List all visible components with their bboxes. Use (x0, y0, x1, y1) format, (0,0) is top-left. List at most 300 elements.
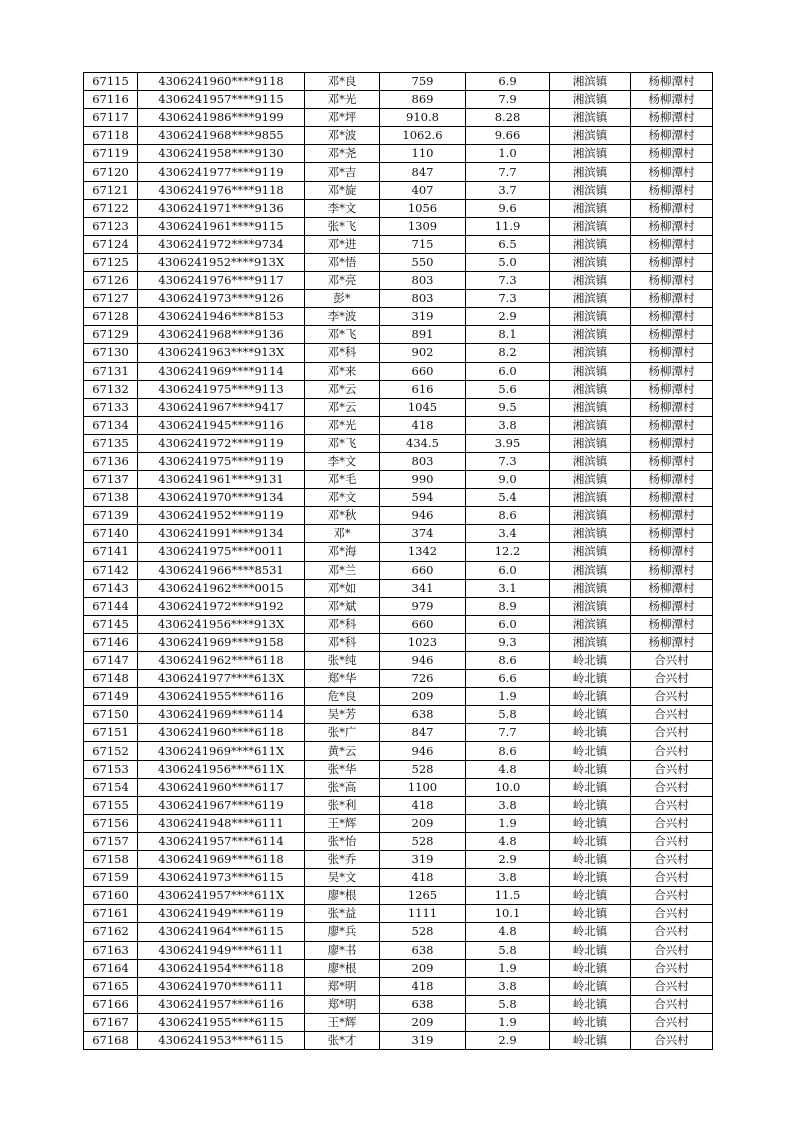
name-cell: 吴*芳 (305, 706, 380, 724)
village-cell: 合兴村 (631, 778, 713, 796)
table-row (84, 199, 713, 217)
amount-cell: 726 (380, 670, 466, 688)
amount-cell: 946 (380, 507, 466, 525)
quantity-cell: 6.5 (466, 235, 550, 253)
row-number-cell: 67165 (84, 977, 138, 995)
id-number-cell: 4306241969****611X (138, 742, 305, 760)
village-cell: 杨柳潭村 (631, 615, 713, 633)
id-number-cell: 4306241956****913X (138, 615, 305, 633)
row-number-cell: 67149 (84, 688, 138, 706)
name-cell: 邓*云 (305, 398, 380, 416)
name-cell: 王*辉 (305, 1013, 380, 1031)
table-row (84, 778, 713, 796)
row-number-cell: 67155 (84, 796, 138, 814)
amount-cell: 418 (380, 869, 466, 887)
village-cell: 杨柳潭村 (631, 561, 713, 579)
id-number-cell: 4306241991****9134 (138, 525, 305, 543)
name-cell: 邓*海 (305, 543, 380, 561)
amount-cell: 374 (380, 525, 466, 543)
row-number-cell: 67143 (84, 579, 138, 597)
town-cell: 岭北镇 (550, 796, 631, 814)
row-number-cell: 67167 (84, 1013, 138, 1031)
amount-cell: 1023 (380, 633, 466, 651)
id-number-cell: 4306241964****6115 (138, 923, 305, 941)
town-cell: 湘滨镇 (550, 398, 631, 416)
town-cell: 湘滨镇 (550, 73, 631, 91)
name-cell: 廖*兵 (305, 923, 380, 941)
row-number-cell: 67168 (84, 1031, 138, 1049)
name-cell: 邓*来 (305, 362, 380, 380)
table-row (84, 597, 713, 615)
village-cell: 杨柳潭村 (631, 235, 713, 253)
quantity-cell: 3.4 (466, 525, 550, 543)
town-cell: 岭北镇 (550, 887, 631, 905)
row-number-cell: 67151 (84, 724, 138, 742)
row-number-cell: 67166 (84, 995, 138, 1013)
quantity-cell: 3.8 (466, 416, 550, 434)
quantity-cell: 10.1 (466, 905, 550, 923)
table-row (84, 290, 713, 308)
name-cell: 邓*如 (305, 579, 380, 597)
town-cell: 湘滨镇 (550, 362, 631, 380)
amount-cell: 803 (380, 452, 466, 470)
table-row (84, 525, 713, 543)
id-number-cell: 4306241968****9136 (138, 326, 305, 344)
town-cell: 湘滨镇 (550, 217, 631, 235)
quantity-cell: 6.6 (466, 670, 550, 688)
quantity-cell: 4.8 (466, 832, 550, 850)
quantity-cell: 5.6 (466, 380, 550, 398)
table-row (84, 724, 713, 742)
name-cell: 张*乔 (305, 851, 380, 869)
row-number-cell: 67118 (84, 127, 138, 145)
name-cell: 邓*飞 (305, 434, 380, 452)
row-number-cell: 67146 (84, 633, 138, 651)
id-number-cell: 4306241977****613X (138, 670, 305, 688)
village-cell: 合兴村 (631, 724, 713, 742)
village-cell: 杨柳潭村 (631, 416, 713, 434)
table-row (84, 905, 713, 923)
id-number-cell: 4306241986****9199 (138, 109, 305, 127)
town-cell: 岭北镇 (550, 688, 631, 706)
table-row (84, 181, 713, 199)
quantity-cell: 2.9 (466, 1031, 550, 1049)
row-number-cell: 67129 (84, 326, 138, 344)
id-number-cell: 4306241975****0011 (138, 543, 305, 561)
table-row (84, 362, 713, 380)
id-number-cell: 4306241955****6116 (138, 688, 305, 706)
name-cell: 邓*云 (305, 380, 380, 398)
table-row (84, 977, 713, 995)
id-number-cell: 4306241960****6118 (138, 724, 305, 742)
row-number-cell: 67132 (84, 380, 138, 398)
town-cell: 湘滨镇 (550, 253, 631, 271)
id-number-cell: 4306241970****6111 (138, 977, 305, 995)
id-number-cell: 4306241954****6118 (138, 959, 305, 977)
name-cell: 邓*亮 (305, 272, 380, 290)
row-number-cell: 67119 (84, 145, 138, 163)
row-number-cell: 67154 (84, 778, 138, 796)
quantity-cell: 5.8 (466, 941, 550, 959)
id-number-cell: 4306241972****9192 (138, 597, 305, 615)
name-cell: 邓*旋 (305, 181, 380, 199)
name-cell: 邓*吉 (305, 163, 380, 181)
table-row (84, 380, 713, 398)
row-number-cell: 67162 (84, 923, 138, 941)
village-cell: 合兴村 (631, 796, 713, 814)
name-cell: 廖*书 (305, 941, 380, 959)
name-cell: 邓*斌 (305, 597, 380, 615)
quantity-cell: 5.8 (466, 706, 550, 724)
amount-cell: 660 (380, 615, 466, 633)
amount-cell: 550 (380, 253, 466, 271)
id-number-cell: 4306241970****9134 (138, 489, 305, 507)
name-cell: 张*广 (305, 724, 380, 742)
town-cell: 岭北镇 (550, 760, 631, 778)
quantity-cell: 7.7 (466, 724, 550, 742)
table-row (84, 416, 713, 434)
table-row (84, 543, 713, 561)
amount-cell: 847 (380, 724, 466, 742)
row-number-cell: 67153 (84, 760, 138, 778)
quantity-cell: 8.6 (466, 742, 550, 760)
town-cell: 湘滨镇 (550, 272, 631, 290)
town-cell: 湘滨镇 (550, 597, 631, 615)
village-cell: 合兴村 (631, 995, 713, 1013)
id-number-cell: 4306241966****8531 (138, 561, 305, 579)
village-cell: 合兴村 (631, 887, 713, 905)
village-cell: 合兴村 (631, 670, 713, 688)
row-number-cell: 67144 (84, 597, 138, 615)
name-cell: 张*高 (305, 778, 380, 796)
name-cell: 邓* (305, 525, 380, 543)
amount-cell: 528 (380, 760, 466, 778)
table-row (84, 398, 713, 416)
village-cell: 杨柳潭村 (631, 127, 713, 145)
table-row (84, 959, 713, 977)
village-cell: 杨柳潭村 (631, 73, 713, 91)
town-cell: 湘滨镇 (550, 109, 631, 127)
amount-cell: 209 (380, 1013, 466, 1031)
town-cell: 湘滨镇 (550, 615, 631, 633)
name-cell: 邓*良 (305, 73, 380, 91)
name-cell: 张*利 (305, 796, 380, 814)
quantity-cell: 6.0 (466, 362, 550, 380)
row-number-cell: 67141 (84, 543, 138, 561)
village-cell: 杨柳潭村 (631, 145, 713, 163)
amount-cell: 638 (380, 941, 466, 959)
town-cell: 岭北镇 (550, 923, 631, 941)
village-cell: 杨柳潭村 (631, 362, 713, 380)
row-number-cell: 67156 (84, 814, 138, 832)
town-cell: 湘滨镇 (550, 344, 631, 362)
village-cell: 杨柳潭村 (631, 380, 713, 398)
quantity-cell: 7.3 (466, 272, 550, 290)
id-number-cell: 4306241957****6116 (138, 995, 305, 1013)
id-number-cell: 4306241968****9855 (138, 127, 305, 145)
row-number-cell: 67131 (84, 362, 138, 380)
name-cell: 吴*文 (305, 869, 380, 887)
quantity-cell: 8.9 (466, 597, 550, 615)
town-cell: 湘滨镇 (550, 452, 631, 470)
id-number-cell: 4306241949****6111 (138, 941, 305, 959)
table-row (84, 796, 713, 814)
name-cell: 张*纯 (305, 652, 380, 670)
village-cell: 合兴村 (631, 832, 713, 850)
amount-cell: 1342 (380, 543, 466, 561)
quantity-cell: 1.0 (466, 145, 550, 163)
amount-cell: 1309 (380, 217, 466, 235)
name-cell: 郑*明 (305, 995, 380, 1013)
name-cell: 王*辉 (305, 814, 380, 832)
table-row (84, 579, 713, 597)
village-cell: 杨柳潭村 (631, 253, 713, 271)
quantity-cell: 4.8 (466, 760, 550, 778)
quantity-cell: 5.0 (466, 253, 550, 271)
town-cell: 湘滨镇 (550, 579, 631, 597)
id-number-cell: 4306241955****6115 (138, 1013, 305, 1031)
quantity-cell: 8.2 (466, 344, 550, 362)
row-number-cell: 67115 (84, 73, 138, 91)
town-cell: 湘滨镇 (550, 561, 631, 579)
id-number-cell: 4306241972****9734 (138, 235, 305, 253)
village-cell: 杨柳潭村 (631, 434, 713, 452)
town-cell: 湘滨镇 (550, 525, 631, 543)
village-cell: 合兴村 (631, 923, 713, 941)
quantity-cell: 2.9 (466, 308, 550, 326)
amount-cell: 319 (380, 308, 466, 326)
id-number-cell: 4306241977****9119 (138, 163, 305, 181)
amount-cell: 902 (380, 344, 466, 362)
row-number-cell: 67133 (84, 398, 138, 416)
id-number-cell: 4306241961****9115 (138, 217, 305, 235)
name-cell: 彭* (305, 290, 380, 308)
id-number-cell: 4306241976****9118 (138, 181, 305, 199)
town-cell: 湘滨镇 (550, 91, 631, 109)
amount-cell: 110 (380, 145, 466, 163)
amount-cell: 847 (380, 163, 466, 181)
table-row (84, 434, 713, 452)
amount-cell: 1056 (380, 199, 466, 217)
amount-cell: 1100 (380, 778, 466, 796)
id-number-cell: 4306241945****9116 (138, 416, 305, 434)
row-number-cell: 67138 (84, 489, 138, 507)
id-number-cell: 4306241973****6115 (138, 869, 305, 887)
village-cell: 杨柳潭村 (631, 525, 713, 543)
quantity-cell: 7.7 (466, 163, 550, 181)
town-cell: 湘滨镇 (550, 235, 631, 253)
town-cell: 湘滨镇 (550, 163, 631, 181)
row-number-cell: 67158 (84, 851, 138, 869)
name-cell: 廖*根 (305, 887, 380, 905)
row-number-cell: 67148 (84, 670, 138, 688)
row-number-cell: 67116 (84, 91, 138, 109)
row-number-cell: 67164 (84, 959, 138, 977)
name-cell: 邓*进 (305, 235, 380, 253)
row-number-cell: 67150 (84, 706, 138, 724)
name-cell: 廖*根 (305, 959, 380, 977)
village-cell: 合兴村 (631, 706, 713, 724)
name-cell: 李*波 (305, 308, 380, 326)
id-number-cell: 4306241973****9126 (138, 290, 305, 308)
amount-cell: 418 (380, 796, 466, 814)
id-number-cell: 4306241957****9115 (138, 91, 305, 109)
village-cell: 合兴村 (631, 652, 713, 670)
table-row (84, 923, 713, 941)
id-number-cell: 4306241967****9417 (138, 398, 305, 416)
table-row (84, 941, 713, 959)
village-cell: 杨柳潭村 (631, 272, 713, 290)
name-cell: 郑*华 (305, 670, 380, 688)
amount-cell: 209 (380, 814, 466, 832)
amount-cell: 803 (380, 272, 466, 290)
amount-cell: 1111 (380, 905, 466, 923)
table-row (84, 217, 713, 235)
row-number-cell: 67120 (84, 163, 138, 181)
quantity-cell: 4.8 (466, 923, 550, 941)
id-number-cell: 4306241975****9113 (138, 380, 305, 398)
town-cell: 湘滨镇 (550, 380, 631, 398)
village-cell: 杨柳潭村 (631, 471, 713, 489)
amount-cell: 869 (380, 91, 466, 109)
town-cell: 岭北镇 (550, 977, 631, 995)
quantity-cell: 3.7 (466, 181, 550, 199)
row-number-cell: 67124 (84, 235, 138, 253)
village-cell: 合兴村 (631, 1031, 713, 1049)
village-cell: 杨柳潭村 (631, 181, 713, 199)
name-cell: 邓*毛 (305, 471, 380, 489)
village-cell: 杨柳潭村 (631, 199, 713, 217)
quantity-cell: 3.1 (466, 579, 550, 597)
amount-cell: 660 (380, 561, 466, 579)
town-cell: 湘滨镇 (550, 471, 631, 489)
quantity-cell: 11.9 (466, 217, 550, 235)
row-number-cell: 67123 (84, 217, 138, 235)
amount-cell: 528 (380, 832, 466, 850)
amount-cell: 418 (380, 416, 466, 434)
quantity-cell: 9.6 (466, 199, 550, 217)
table-row (84, 272, 713, 290)
table-row (84, 73, 713, 91)
village-cell: 合兴村 (631, 851, 713, 869)
row-number-cell: 67145 (84, 615, 138, 633)
table-row (84, 452, 713, 470)
town-cell: 岭北镇 (550, 851, 631, 869)
table-row (84, 814, 713, 832)
quantity-cell: 8.1 (466, 326, 550, 344)
row-number-cell: 67161 (84, 905, 138, 923)
row-number-cell: 67128 (84, 308, 138, 326)
row-number-cell: 67142 (84, 561, 138, 579)
row-number-cell: 67126 (84, 272, 138, 290)
table-row (84, 615, 713, 633)
id-number-cell: 4306241957****6114 (138, 832, 305, 850)
town-cell: 岭北镇 (550, 1031, 631, 1049)
id-number-cell: 4306241975****9119 (138, 452, 305, 470)
table-row (84, 344, 713, 362)
table-row (84, 832, 713, 850)
amount-cell: 407 (380, 181, 466, 199)
amount-cell: 418 (380, 977, 466, 995)
id-number-cell: 4306241949****6119 (138, 905, 305, 923)
village-cell: 杨柳潭村 (631, 344, 713, 362)
table-row (84, 633, 713, 651)
village-cell: 合兴村 (631, 905, 713, 923)
quantity-cell: 10.0 (466, 778, 550, 796)
amount-cell: 616 (380, 380, 466, 398)
village-cell: 合兴村 (631, 869, 713, 887)
quantity-cell: 5.8 (466, 995, 550, 1013)
amount-cell: 891 (380, 326, 466, 344)
quantity-cell: 3.8 (466, 869, 550, 887)
table-row (84, 507, 713, 525)
town-cell: 湘滨镇 (550, 308, 631, 326)
table-row (84, 995, 713, 1013)
quantity-cell: 7.3 (466, 452, 550, 470)
town-cell: 岭北镇 (550, 869, 631, 887)
name-cell: 邓*科 (305, 344, 380, 362)
id-number-cell: 4306241967****6119 (138, 796, 305, 814)
village-cell: 杨柳潭村 (631, 326, 713, 344)
name-cell: 李*文 (305, 199, 380, 217)
quantity-cell: 6.9 (466, 73, 550, 91)
town-cell: 岭北镇 (550, 995, 631, 1013)
row-number-cell: 67117 (84, 109, 138, 127)
id-number-cell: 4306241969****6118 (138, 851, 305, 869)
id-number-cell: 4306241969****6114 (138, 706, 305, 724)
village-cell: 杨柳潭村 (631, 543, 713, 561)
amount-cell: 319 (380, 851, 466, 869)
town-cell: 岭北镇 (550, 706, 631, 724)
town-cell: 湘滨镇 (550, 543, 631, 561)
row-number-cell: 67134 (84, 416, 138, 434)
table-row (84, 760, 713, 778)
name-cell: 邓*秋 (305, 507, 380, 525)
quantity-cell: 1.9 (466, 688, 550, 706)
table-row (84, 1013, 713, 1031)
table-row (84, 1031, 713, 1049)
amount-cell: 434.5 (380, 434, 466, 452)
name-cell: 邓*坪 (305, 109, 380, 127)
id-number-cell: 4306241976****9117 (138, 272, 305, 290)
town-cell: 岭北镇 (550, 959, 631, 977)
name-cell: 邓*科 (305, 615, 380, 633)
village-cell: 杨柳潭村 (631, 489, 713, 507)
name-cell: 邓*波 (305, 127, 380, 145)
quantity-cell: 2.9 (466, 851, 550, 869)
id-number-cell: 4306241948****6111 (138, 814, 305, 832)
amount-cell: 209 (380, 688, 466, 706)
row-number-cell: 67157 (84, 832, 138, 850)
quantity-cell: 9.3 (466, 633, 550, 651)
village-cell: 杨柳潭村 (631, 290, 713, 308)
table-row (84, 127, 713, 145)
town-cell: 湘滨镇 (550, 434, 631, 452)
row-number-cell: 67159 (84, 869, 138, 887)
town-cell: 湘滨镇 (550, 199, 631, 217)
row-number-cell: 67136 (84, 452, 138, 470)
town-cell: 岭北镇 (550, 742, 631, 760)
id-number-cell: 4306241953****6115 (138, 1031, 305, 1049)
row-number-cell: 67163 (84, 941, 138, 959)
row-number-cell: 67135 (84, 434, 138, 452)
town-cell: 湘滨镇 (550, 489, 631, 507)
row-number-cell: 67152 (84, 742, 138, 760)
name-cell: 黄*云 (305, 742, 380, 760)
id-number-cell: 4306241946****8153 (138, 308, 305, 326)
town-cell: 湘滨镇 (550, 181, 631, 199)
id-number-cell: 4306241961****9131 (138, 471, 305, 489)
